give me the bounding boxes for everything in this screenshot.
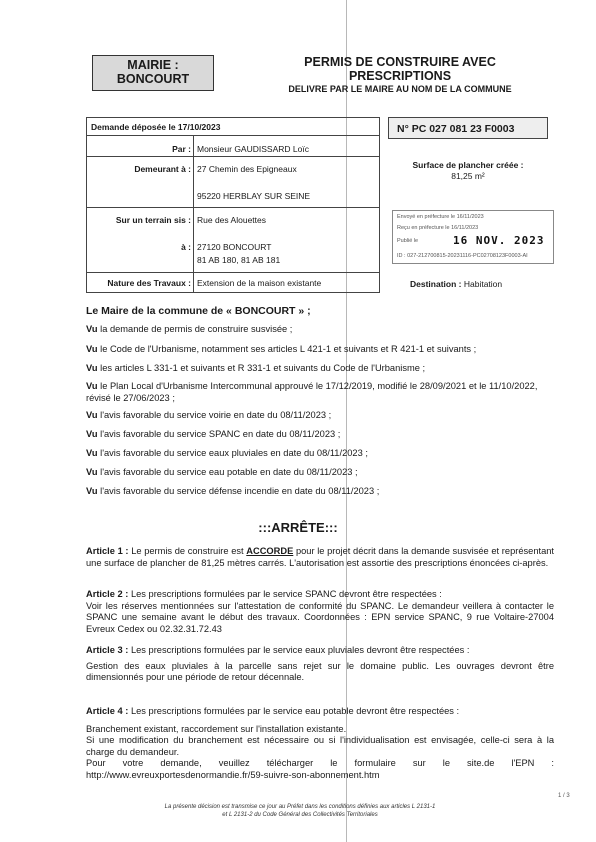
permit-number: N° PC 027 081 23 F0003 [388, 117, 548, 139]
destination-value: Habitation [463, 279, 503, 289]
surface-value: 81,25 m² [451, 171, 485, 181]
document-title [240, 55, 560, 95]
title-line-1: PERMIS DE CONSTRUIRE AVEC [304, 55, 496, 69]
address-line-2: 95220 HERBLAY SUR SEINE [197, 191, 311, 201]
visa-item: Vu le Plan Local d'Urbanisme Intercommunal approuvé le 17/12/2019, modifié le 28/09/2021 et le 11/10/2022, révisé le 27/06/2023 ; [86, 381, 538, 403]
nature-label: Nature des Travaux : [107, 278, 191, 288]
maire-intro: Le Maire de la commune de « BONCOURT » ; [86, 305, 311, 317]
demande-date: Demande déposée le 17/10/2023 [91, 122, 221, 132]
table-row-separator [87, 156, 379, 157]
table-row-separator [87, 135, 379, 136]
nature-value: Extension de la maison existante [197, 278, 322, 288]
stamp-line-3: Publié le [397, 238, 419, 244]
visa-item: Vu l'avis favorable du service défense incendie en date du 08/11/2023 ; [86, 486, 380, 496]
terrain-parcels: 81 AB 180, 81 AB 181 [197, 255, 281, 265]
table-row-separator [87, 272, 379, 273]
applicant-name: Monsieur GAUDISSARD Loïc [197, 144, 309, 154]
mairie-label: MAIRIE : [127, 58, 179, 72]
visa-item: Vu le Code de l'Urbanisme, notamment ses articles L 421-1 et suivants et R 421-1 et suivants ; [86, 344, 477, 354]
terrain-city: 27120 BONCOURT [197, 242, 272, 252]
article-4: Article 4 : Les prescriptions formulées par le service eau potable devront être respectées : Branchement existant, raccordement sur l'installation existante. Si une modification du branchement est nécessaire ou si l'individualisation est envisagée, celle-ci sera à la charge du demandeur. Pour votre demande, veuillez télécharger le formulaire sur le site.de l'EPN : http://www.evreuxportesdenormandie.fr/59-suivre-son-abonnement.htm [86, 706, 554, 780]
stamp-line-1: Envoyé en préfecture le 16/11/2023 [397, 214, 484, 220]
terrain-label: Sur un terrain sis : [115, 215, 191, 225]
stamp-date: 16 NOV. 2023 [453, 234, 545, 247]
surface-label: Surface de plancher créée : [412, 160, 524, 170]
footer-note: La présente décision est transmise ce jour au Préfet dans les conditions définies aux articles L 2131-1 et L 2131-2 du Code Général des Collectivités Territoriales [164, 804, 436, 818]
par-label: Par : [172, 144, 191, 154]
page-number: 1 / 3 [558, 793, 570, 799]
stamp-line-4: ID : 027-212700815-20231116-PC02708123F0003-AI [397, 253, 528, 259]
identification-table [86, 117, 380, 293]
demeurant-label: Demeurant à : [134, 164, 191, 174]
visa-item: Vu la demande de permis de construire susvisée ; [86, 324, 293, 334]
visa-item: Vu l'avis favorable du service eaux pluviales en date du 08/11/2023 ; [86, 448, 368, 458]
visa-item: Vu l'avis favorable du service eau potable en date du 08/11/2023 ; [86, 467, 358, 477]
mairie-name: BONCOURT [116, 72, 190, 86]
arrete-heading: :::ARRÊTE::: [258, 520, 338, 535]
visa-item: Vu les articles L 331-1 et suivants et R 331-1 et suivants du Code de l'Urbanisme ; [86, 363, 426, 373]
article-2: Article 2 : Les prescriptions formulées par le service SPANC devront être respectées : Voir les réserves mentionnées sur l'attestation de conformité du SPANC. Le demandeur veillera à contacter le SPANC une semaine avant le début des travaux. Coordonnées : EPN service SPANC, 9 rue Voltaire-27004 Evreux Cedex ou 02.32.31.72.43 [86, 589, 554, 634]
accorde-label: ACCORDE [246, 546, 294, 556]
terrain-street: Rue des Alouettes [197, 215, 266, 225]
table-divider [193, 135, 194, 292]
stamp-line-2: Reçu en préfecture le 16/11/2023 [397, 225, 479, 231]
mairie-box [92, 55, 214, 91]
terrain-a-label: à : [181, 242, 191, 252]
title-line-3: DELIVRE PAR LE MAIRE AU NOM DE LA COMMUNE [288, 84, 512, 94]
address-line-1: 27 Chemin des Epigneaux [197, 164, 297, 174]
surface-block [388, 160, 548, 182]
destination-label: Destination : [410, 279, 462, 289]
title-line-2: PRESCRIPTIONS [348, 69, 452, 83]
destination [410, 279, 502, 289]
article-3: Article 3 : Les prescriptions formulées par le service eaux pluviales devront être respectées : Gestion des eaux pluviales à la parcelle sans rejet sur le domaine public. Les ouvrages devront être dimensionnés pour une période de retour décennale. [86, 645, 554, 683]
article-1: Article 1 : Le permis de construire est ACCORDE pour le projet décrit dans la demande susvisée et représentant une surface de plancher de 81,25 mètres carrés. L'autorisation est assortie des prescriptions énoncées ci-après. [86, 546, 555, 568]
prefecture-stamp [392, 210, 554, 264]
visa-item: Vu l'avis favorable du service SPANC en date du 08/11/2023 ; [86, 429, 341, 439]
table-row-separator [87, 207, 379, 208]
visa-item: Vu l'avis favorable du service voirie en date du 08/11/2023 ; [86, 410, 332, 420]
